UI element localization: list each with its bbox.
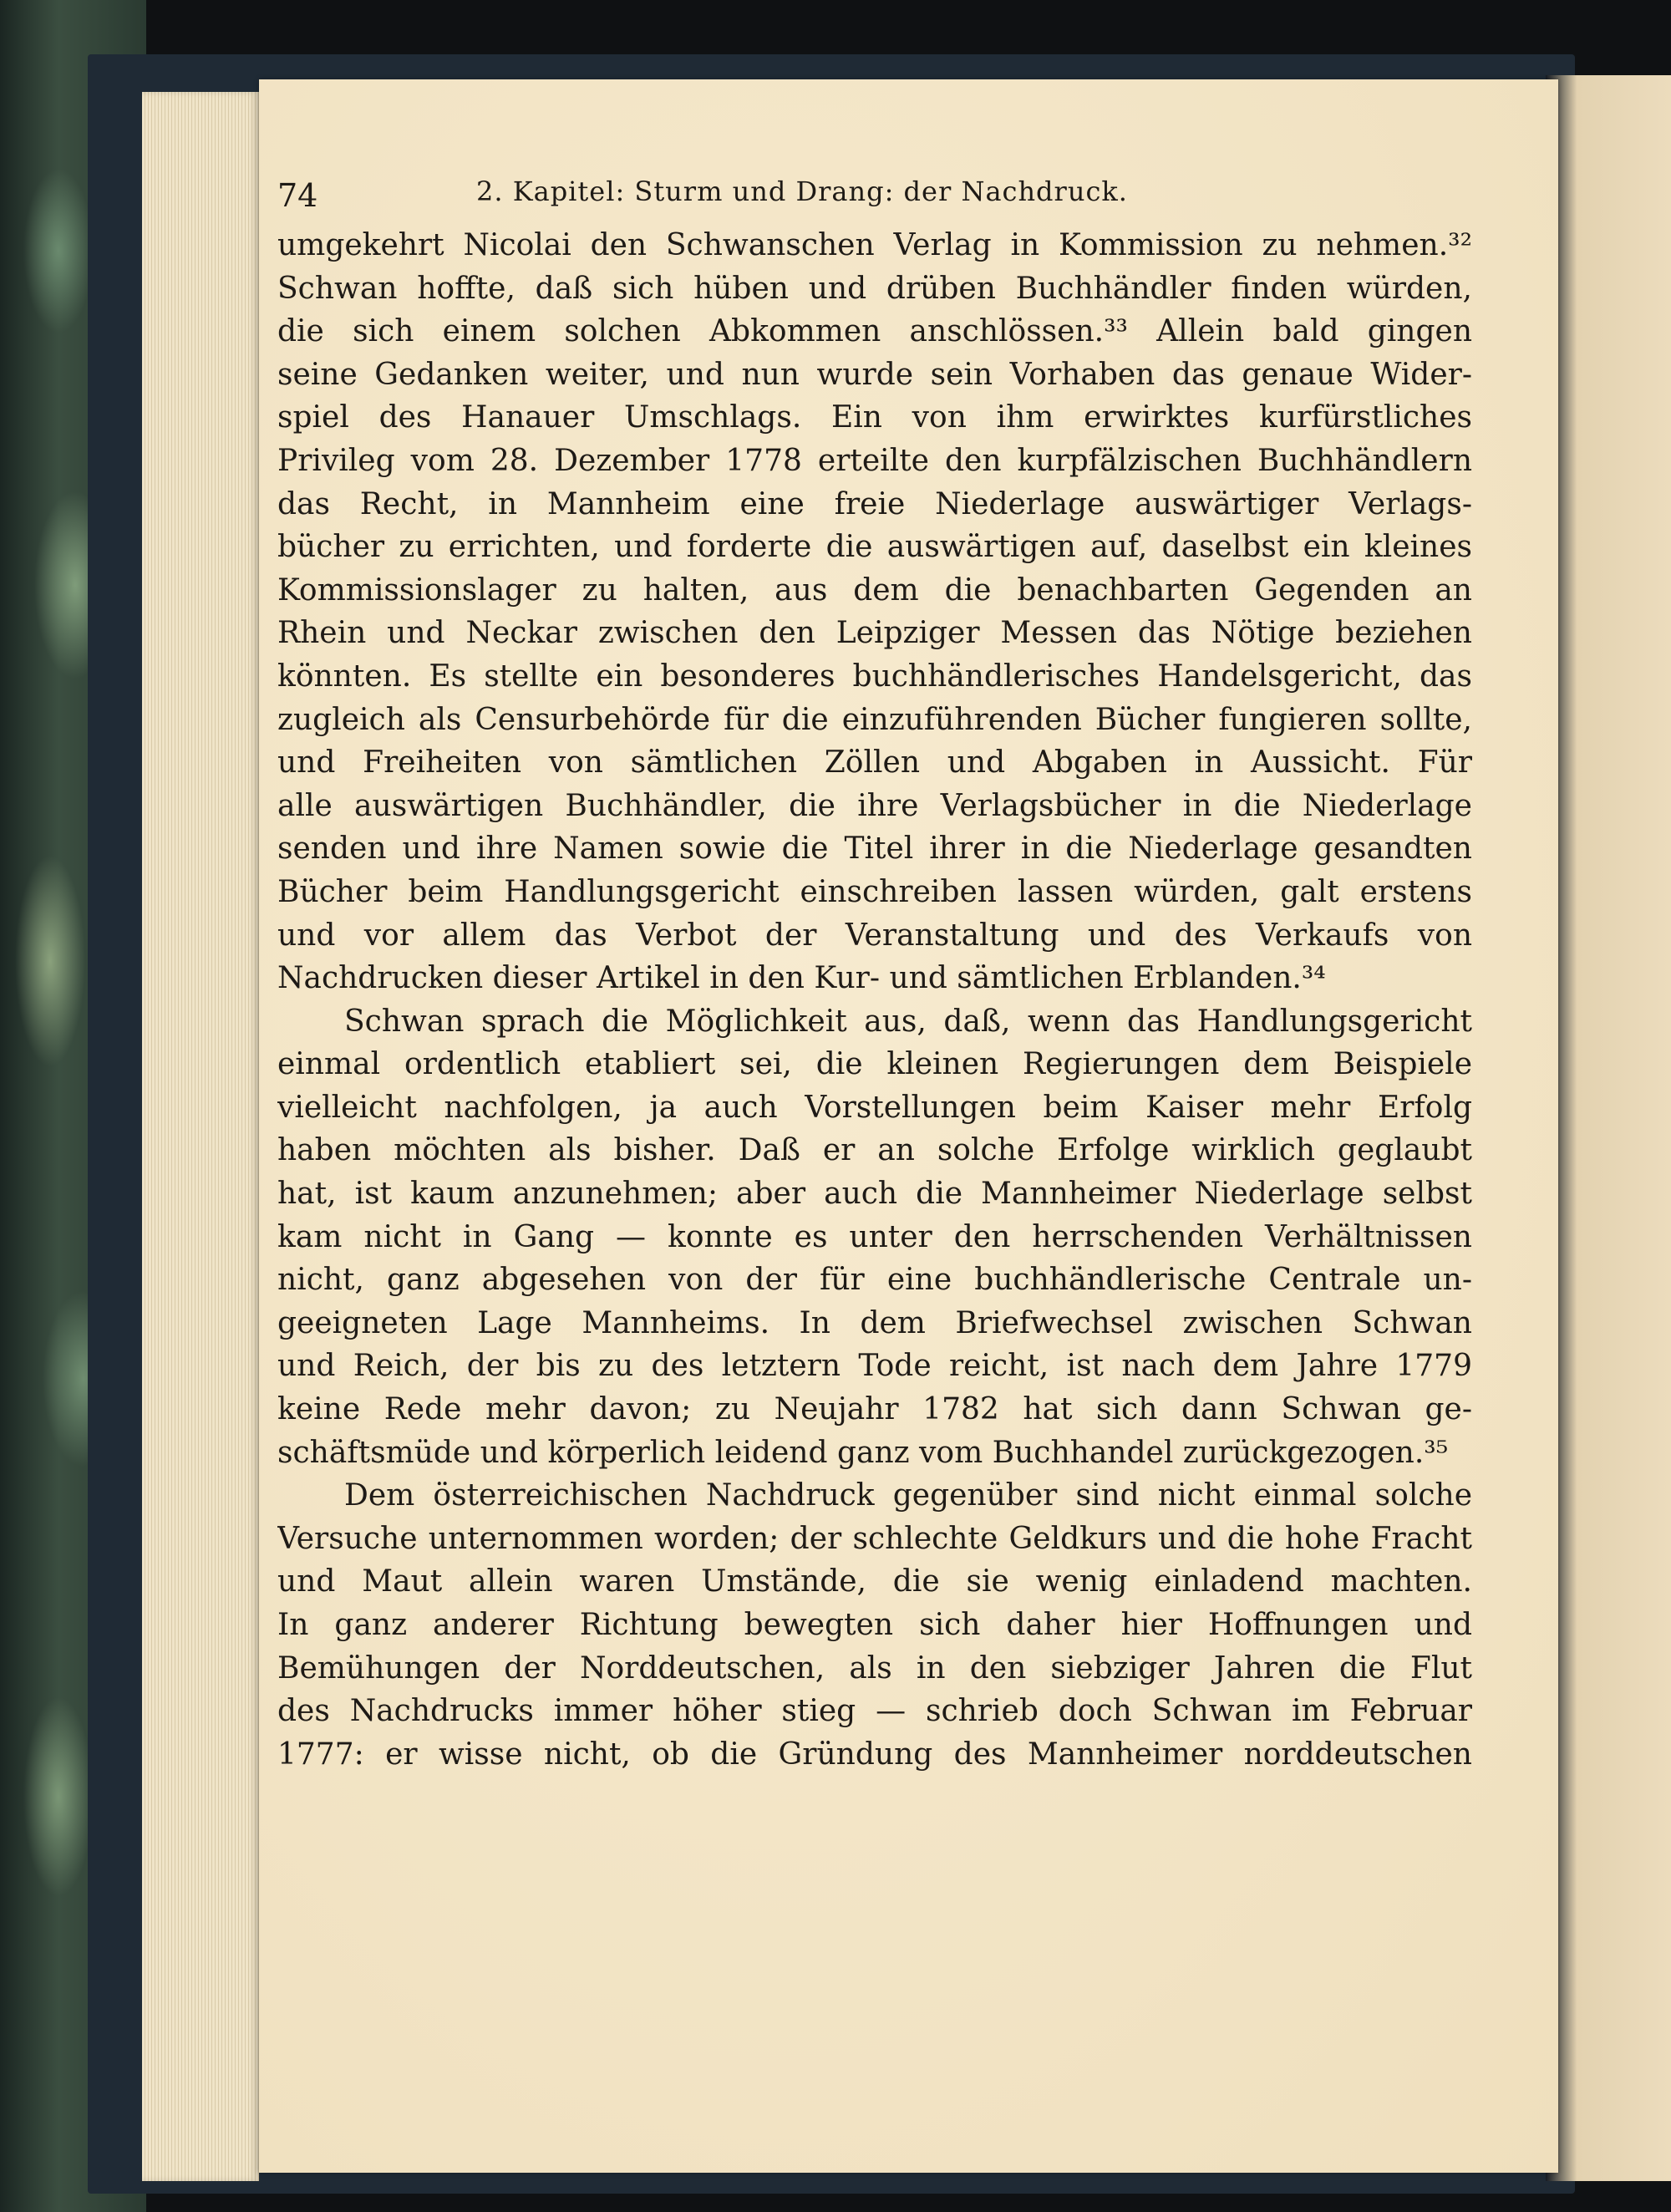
text-line: 1777: er wisse nicht, ob die Gründung des Mannheimer norddeutschen [277,1737,1472,1772]
text-line: des Nachdrucks immer höher stieg — schrieb doch Schwan im Februar [277,1694,1472,1729]
text-line: und Reich, der bis zu des letztern Tode reicht, ist nach dem Jahre 1779 [277,1349,1472,1384]
text-line: Privileg vom 28. Dezember 1778 erteilte den kurpfälzischen Buchhändlern [277,443,1472,478]
text-line: und vor allem das Verbot der Veranstaltung und des Verkaufs von [277,918,1472,953]
text-line: spiel des Hanauer Umschlags. Ein von ihm erwirktes kurfürstliches [277,400,1472,435]
page-number: 74 [277,177,318,214]
text-line: Versuche unternommen worden; der schlechte Geldkurs und die hohe Fracht [277,1521,1472,1556]
text-line: umgekehrt Nicolai den Schwanschen Verlag in Kommission zu nehmen.³² [277,228,1472,262]
text-line: könnten. Es stellte ein besonderes buchhändlerisches Handelsgericht, das [277,659,1472,694]
text-line: Nachdrucken dieser Artikel in den Kur- und sämtlichen Erblanden.³⁴ [277,961,1326,996]
text-line: zugleich als Censurbehörde für die einzuführenden Bücher fungieren sollte, [277,702,1472,737]
text-line: Dem österreichischen Nachdruck gegenüber sind nicht einmal solche [344,1478,1472,1513]
paragraph [277,1000,1472,1475]
text-line: seine Gedanken weiter, und nun wurde sein Vorhaben das genaue Wider- [277,357,1472,392]
text-line: Bemühungen der Norddeutschen, als in den siebziger Jahren die Flut [277,1650,1472,1686]
text-line: hat, ist kaum anzunehmen; aber auch die Mannheimer Niederlage selbst [277,1177,1472,1212]
text-line: die sich einem solchen Abkommen anschlössen.³³ Allein bald gingen [277,314,1472,349]
text-line: keine Rede mehr davon; zu Neujahr 1782 hat sich dann Schwan ge- [277,1392,1472,1427]
text-line: das Recht, in Mannheim eine freie Niederlage auswärtiger Verlags- [277,486,1472,521]
text-line: geeigneten Lage Mannheims. In dem Briefwechsel zwischen Schwan [277,1305,1472,1340]
page-edges [142,92,259,2181]
text-line: In ganz anderer Richtung bewegten sich daher hier Hoffnungen und [277,1608,1472,1642]
text-line: und Freiheiten von sämtlichen Zöllen und Abgaben in Aussicht. Für [277,745,1472,781]
running-head: 2. Kapitel: Sturm und Drang: der Nachdruck. [476,175,1128,207]
text-line: kam nicht in Gang — konnte es unter den herrschenden Verhältnissen [277,1219,1472,1254]
paragraph [277,1474,1472,1776]
text-line: Bücher beim Handlungsgericht einschreiben lassen würden, galt erstens [277,874,1472,909]
text-line: Kommissionslager zu halten, aus dem die benachbarten Gegenden an [277,572,1472,608]
text-line: alle auswärtigen Buchhändler, die ihre Verlagsbücher in die Niederlage [277,788,1472,823]
text-line: nicht, ganz abgesehen von der für eine buchhändlerische Centrale un- [277,1263,1472,1298]
text-line: und Maut allein waren Umstände, die sie wenig einladend machten. [277,1564,1472,1599]
text-line: Schwan sprach die Möglichkeit aus, daß, wenn das Handlungsgericht [344,1004,1472,1039]
text-line: Rhein und Neckar zwischen den Leipziger Messen das Nötige beziehen [277,616,1472,651]
text-line: haben möchten als bisher. Daß er an solche Erfolge wirklich geglaubt [277,1133,1472,1168]
text-line: Schwan hoffte, daß sich hüben und drüben Buchhändler finden würden, [277,271,1472,306]
body-text [277,224,1472,1776]
text-line: vielleicht nachfolgen, ja auch Vorstellungen beim Kaiser mehr Erfolg [277,1090,1472,1125]
text-line: schäftsmüde und körperlich leidend ganz vom Buchhandel zurückgezogen.³⁵ [277,1435,1449,1470]
text-line: bücher zu errichten, und forderte die auswärtigen auf, daselbst ein kleines [277,530,1472,565]
text-line: einmal ordentlich etabliert sei, die kleinen Regierungen dem Beispiele [277,1047,1472,1082]
facing-page-edge [1546,75,1671,2181]
paragraph [277,224,1472,1000]
text-line: senden und ihre Namen sowie die Titel ihrer in die Niederlage gesandten [277,831,1472,867]
